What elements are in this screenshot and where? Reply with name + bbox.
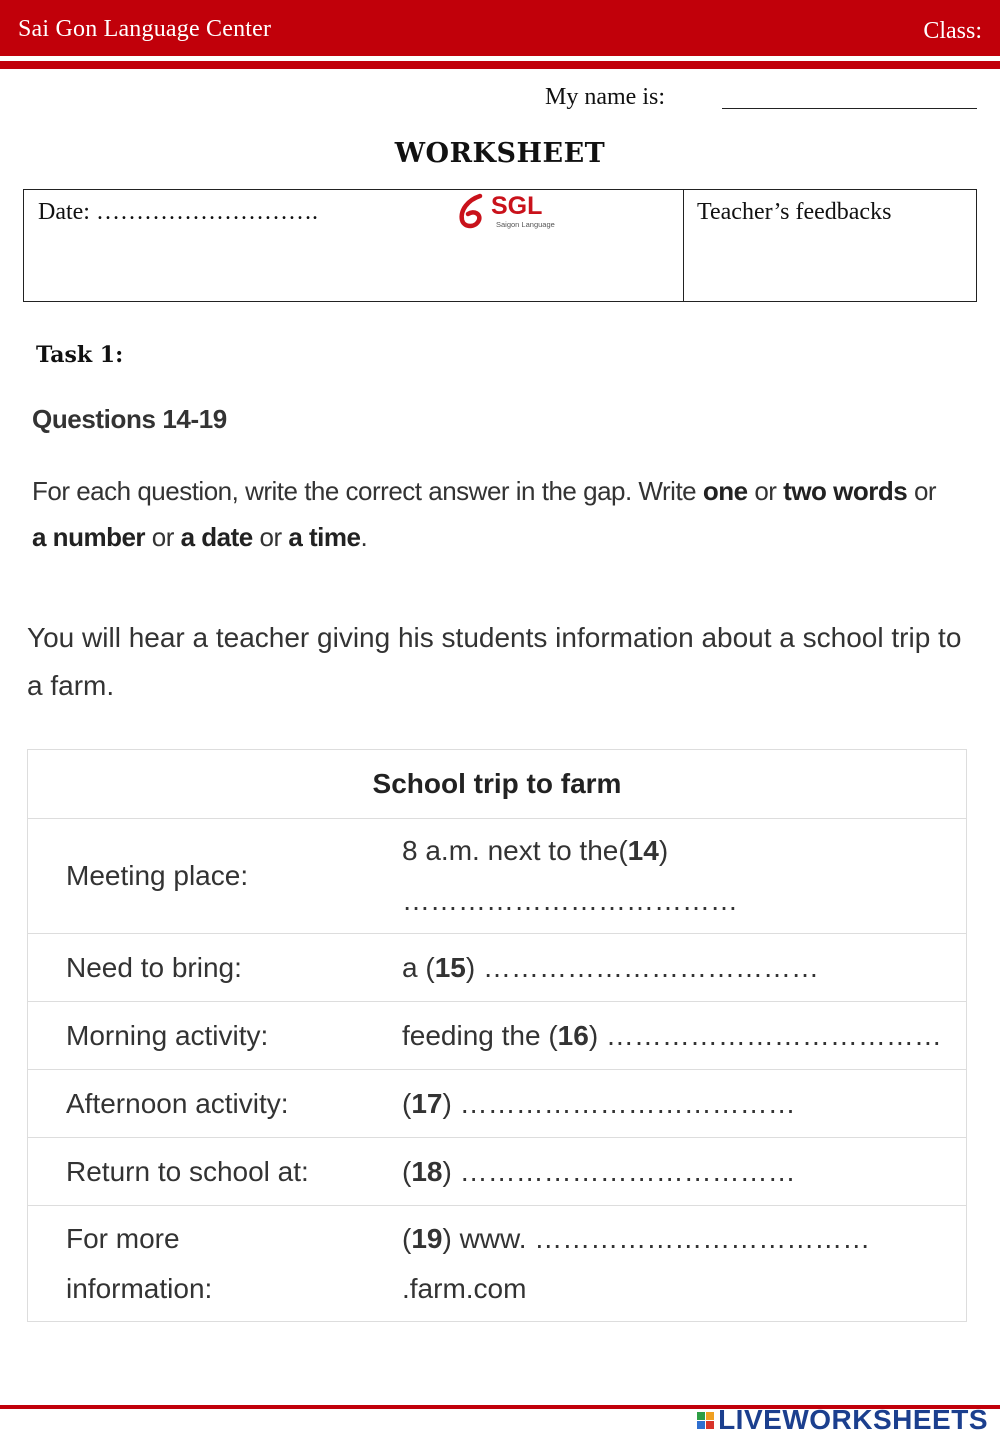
row-label: Meeting place:: [28, 819, 403, 934]
worksheet-title: WORKSHEET: [394, 138, 606, 169]
table-title: School trip to farm: [28, 750, 967, 819]
task-label: Task 1:: [36, 342, 124, 368]
row-label: Afternoon activity:: [28, 1070, 403, 1138]
liveworksheets-brand: LIVEWORKSHEETS: [718, 1404, 988, 1435]
row-label: Morning activity:: [28, 1002, 403, 1070]
table-row: [28, 1206, 967, 1322]
info-divider: [683, 190, 684, 301]
liveworksheets-icon: [697, 1412, 714, 1429]
sgl-swirl-icon: [454, 192, 494, 232]
answer-cell-17[interactable]: (17) ………………………………: [402, 1070, 967, 1138]
logo-subtext: Saigon Language: [496, 220, 555, 229]
row-label: Need to bring:: [28, 934, 403, 1002]
trip-table: [27, 749, 967, 1322]
answer-cell-16[interactable]: feeding the (16) ………………………………: [402, 1002, 967, 1070]
logo-text: SGL: [491, 192, 543, 220]
sgl-logo: [454, 192, 564, 232]
answer-cell-19[interactable]: (19) www. ……………………………… .farm.com: [402, 1206, 967, 1322]
answer-cell-14[interactable]: 8 a.m. next to the(14) ………………………………: [402, 819, 967, 934]
liveworksheets-logo: [697, 1404, 988, 1436]
header-bar: [0, 0, 1000, 56]
class-label: Class:: [923, 18, 982, 44]
table-row: [28, 1070, 967, 1138]
header-rule: [0, 61, 1000, 69]
table-row: [28, 819, 967, 934]
answer-cell-15[interactable]: a (15) ………………………………: [402, 934, 967, 1002]
intro-text: You will hear a teacher giving his students information about a school trip to a farm.: [27, 622, 962, 701]
name-label: My name is:: [545, 84, 665, 110]
table-row: [28, 934, 967, 1002]
instruction-text: For each question, write the correct answer in the gap. Write one or two words or a number or a date or a time.: [32, 476, 937, 552]
table-row: [28, 1138, 967, 1206]
row-label: For more information:: [28, 1206, 403, 1322]
feedback-label: Teacher’s feedbacks: [697, 199, 892, 225]
name-answer-line[interactable]: [722, 108, 977, 109]
table-row: [28, 1002, 967, 1070]
info-box: [23, 189, 977, 302]
date-label: Date: ……………………….: [38, 199, 318, 225]
questions-heading: Questions 14-19: [32, 404, 227, 434]
row-label: Return to school at:: [28, 1138, 403, 1206]
answer-cell-18[interactable]: (18) ………………………………: [402, 1138, 967, 1206]
center-name: Sai Gon Language Center: [18, 16, 272, 42]
